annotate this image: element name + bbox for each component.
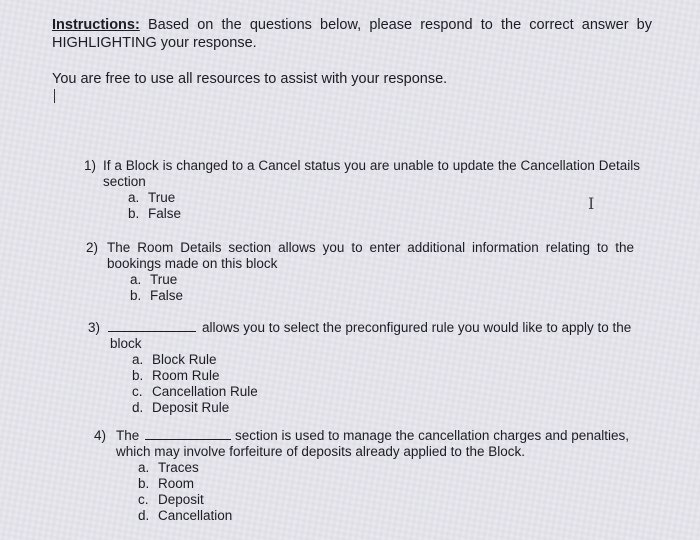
answer-options xyxy=(130,272,634,304)
question-1 xyxy=(84,158,640,222)
question-text: The Room Details section allows you to enter additional information relating to the bookings made on this block xyxy=(107,240,634,271)
option-text: True xyxy=(150,272,178,287)
question-text: The xyxy=(116,428,140,443)
question-number: 3) xyxy=(88,320,101,335)
answer-option[interactable] xyxy=(128,206,640,222)
instructions-paragraph xyxy=(52,16,652,52)
answer-option[interactable] xyxy=(132,384,636,400)
answer-option[interactable] xyxy=(132,352,636,368)
option-text: Traces xyxy=(158,460,199,475)
question-text: section is used to manage the cancellation charges and penalties, xyxy=(235,428,630,443)
option-text: Deposit Rule xyxy=(152,400,230,415)
question-4 xyxy=(94,428,634,524)
question-number: 1) xyxy=(84,158,97,173)
option-letter: d. xyxy=(138,508,150,523)
option-letter: c. xyxy=(138,492,149,507)
answer-option[interactable] xyxy=(130,288,634,304)
option-letter: d. xyxy=(132,400,144,415)
answer-option[interactable] xyxy=(130,272,634,288)
answer-option[interactable] xyxy=(128,190,640,206)
option-letter: a. xyxy=(138,460,150,475)
question-2 xyxy=(86,240,634,304)
option-text: Cancellation Rule xyxy=(152,384,258,399)
option-text: Deposit xyxy=(158,492,204,507)
answer-option[interactable] xyxy=(138,508,634,524)
answer-blank xyxy=(108,321,196,332)
answer-option[interactable] xyxy=(138,476,634,492)
question-number: 4) xyxy=(94,428,107,443)
question-number: 2) xyxy=(86,240,99,255)
option-text: Room xyxy=(158,476,195,491)
option-text: Cancellation xyxy=(158,508,233,523)
answer-blank xyxy=(145,429,231,440)
option-text: False xyxy=(150,288,184,303)
answer-options xyxy=(138,460,634,524)
answer-options xyxy=(128,190,640,222)
answer-option[interactable] xyxy=(132,400,636,416)
question-text-continued: which may involve forfeiture of deposits already applied to the Block. xyxy=(116,444,525,459)
question-text-continued: block xyxy=(110,336,142,351)
option-text: Block Rule xyxy=(152,352,217,367)
option-letter: c. xyxy=(132,384,143,399)
option-text: Room Rule xyxy=(152,368,220,383)
answer-option[interactable] xyxy=(132,368,636,384)
resources-note: You are free to use all resources to assist with your response. xyxy=(52,71,448,87)
question-3 xyxy=(88,320,636,416)
instructions-label: Instructions: xyxy=(52,17,140,33)
question-text: allows you to select the preconfigured rule you would like to apply to the xyxy=(202,320,632,335)
option-text: True xyxy=(148,190,176,205)
option-letter: b. xyxy=(130,288,142,303)
text-cursor xyxy=(54,89,55,103)
option-letter: b. xyxy=(138,476,150,491)
option-letter: b. xyxy=(128,206,140,221)
option-letter: a. xyxy=(128,190,140,205)
answer-option[interactable] xyxy=(138,460,634,476)
question-text: If a Block is changed to a Cancel status you are unable to update the Cancellation Details section xyxy=(103,158,640,189)
answer-option[interactable] xyxy=(138,492,634,508)
option-letter: a. xyxy=(130,272,142,287)
instructions-text: Based on the questions below, please respond to the correct answer by HIGHLIGHTING your response. xyxy=(52,17,652,51)
option-letter: b. xyxy=(132,368,144,383)
answer-options xyxy=(132,352,636,416)
ibeam-cursor-icon: I xyxy=(588,194,595,213)
option-text: False xyxy=(148,206,182,221)
option-letter: a. xyxy=(132,352,144,367)
